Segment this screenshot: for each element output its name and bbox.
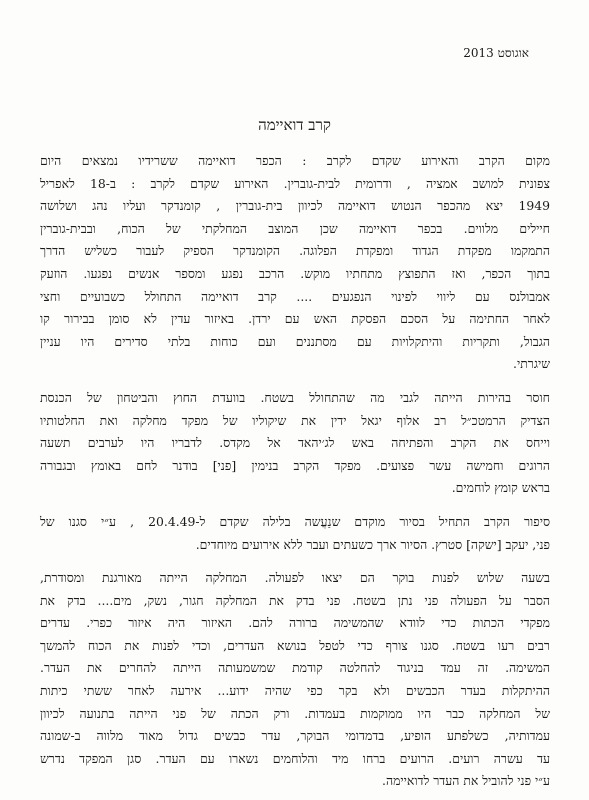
text-line: וייחס את הקרב והפתיחה באש לג׳יהאד אל מקדס. לדבריו היו לערבים תשעה	[40, 435, 550, 451]
text-line: מקום הקרב והאירוע שקדם לקרב : הכפר דואיימה ששרידיו נמצאים היום	[40, 153, 550, 168]
text-line: עמדותיה, כשלפתע הופיע, בדמדומי הבוקר, עדר כבשים גדול מאוד מלווה ב-שמונה	[40, 728, 550, 744]
text-line: הרוגים וחמישה עשר פצועים. מפקד הקרב בנימין [פני] בודנר לחם באומץ ובגבורה	[40, 457, 550, 473]
text-line: חוסר בהירות הייתה לגבי מה שהתחולל בשטח. בוועדת החוץ והביטחון של הכנסת	[40, 389, 550, 405]
document-date: אוגוסט 2013	[463, 46, 529, 60]
text-line: הגבול, ותקריות והיתקלויות עם מסתננים ועם כוחות בלתי סדירים היו עניין	[40, 333, 550, 349]
paragraph-1	[40, 150, 550, 376]
text-line: 1949 יצא מהכפר הנטוש דואיימה לכיוון בית-גוברין , קומנדקר ועליו נהג ושלושה	[40, 198, 550, 214]
text-line: לאחר החתימה על הסכם הפסקת האש עם ירדן. באיזור עדין לא סומן בבירור קו	[40, 311, 550, 327]
text-line: חיילים מלווים. בכפר דואיימה שכן המוצב המחלקתי של הכוח, ובבית-גוברין	[40, 220, 550, 236]
text-line: מפקדי הכתות כדי לוודא שהמשימה ברורה להם. האיזור היה איזור כפרי. עדרים	[40, 615, 550, 631]
text-line: סיפור הקרב התחיל בסיור מוקדם שנַעֲשה בלילה שקדם ל-20.4.49 , ע״י סגנו של	[40, 513, 550, 529]
text-line: בשעה שלוש לפנות בוקר הם יצאו לפעולה. המחלקה הייתה מאורגנת ומסודרת,	[40, 570, 550, 586]
text-line: בתוך הכפר, ואז התפוצץ מתחתיו מוקש. הרכב נפגע ומספר אנשים נפגעו. הוזעק	[40, 265, 550, 281]
text-line: ע״י פני להוביל את העדר לדואיימה.	[382, 773, 550, 789]
document-title: קרב דואיימה	[258, 116, 331, 134]
document-body	[40, 150, 550, 793]
text-line: המשימה. זה עמד בניגוד להחלטה קודמת שמשמעותה הייתה להחרים את העדר.	[40, 660, 550, 676]
paragraph-4	[40, 567, 550, 793]
text-line: שיגרתי.	[513, 356, 550, 372]
paragraph-2	[40, 387, 550, 500]
text-line: עד עשרה רועים. הרועים ברחו מיד והלוחמים נשארו עם העדר. סגן המפקד נדרש	[40, 750, 550, 766]
text-line: של המחלקה כבר היו ממוקמות בעמדות. ורק הכתה של פני הייתה בתנועה לכיוון	[40, 705, 550, 721]
text-line: התמקמו מפקדת הגדוד ומפקדת הפלוגה. הקומנדקר הספיק לעבור כשליש הדרך	[40, 243, 550, 259]
text-line: אמבולנס עם ליווי לפינוי הנפגעים .... קרב דואיימה התחולל כשבועיים וחצי	[40, 288, 550, 304]
text-line: צפונית למושב אמציה , ודרומית לבית-גוברין. האירוע שקדם לקרב : ב-18 לאפריל	[40, 175, 550, 191]
paragraph-3	[40, 511, 550, 556]
text-line: ההיתקלות בעדר הכבשים ולא בקר כפי שהיה ידוע... אירעה לאחר ששתי כיתות	[40, 683, 550, 699]
text-line: בראש קומץ לוחמים.	[451, 480, 550, 496]
text-line: רבים רעו בשטח. סגנו צורף כדי לטפל בנושא העדרים, וכדי לפנות את הכוח להמשך	[40, 637, 550, 653]
text-line: פני, יעקב [ישקה] סטרץ. הסיור ארך כשעתים ועבר ללא אירועים מיוחדים.	[195, 536, 550, 552]
text-line: הצדיק הרמטכ״ל רב אלוף יגאל ידין את שיקוליו של מפקד מחלקה ואת החלטותיו	[40, 412, 550, 428]
text-line: הסבר על הפעולה פני נתן בשטח. פני בדק את המחלקה חגור, נשק, מים.... בדק את	[40, 592, 550, 608]
